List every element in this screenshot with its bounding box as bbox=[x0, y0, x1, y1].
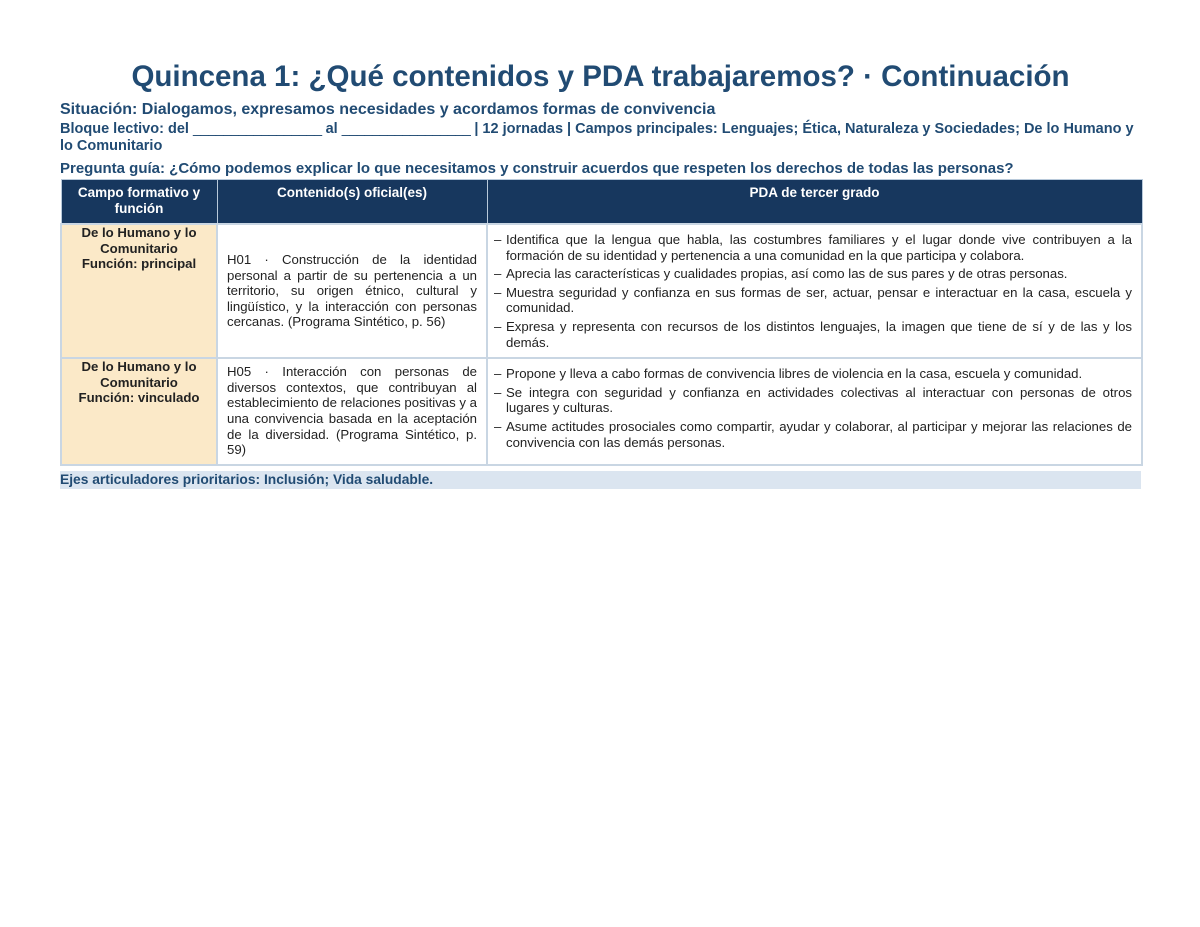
contenido-cell: H01 · Construcción de la identidad personal a partir de su pertenencia a un territorio, su origen étnico, cultural y lingüístico, y la interacción con personas cercanas. (Programa Sintético, p. 56) bbox=[217, 224, 487, 358]
pda-cell bbox=[487, 224, 1142, 358]
document-page bbox=[60, 0, 1141, 489]
pda-item: – Identifica que la lengua que habla, las costumbres familiares y el lugar donde vive contribuyen a la formación de su identidad y pertenencia a una comunidad en la que participa y colabora. bbox=[494, 232, 1132, 263]
bloque-al: al bbox=[325, 121, 338, 137]
bloque-rest: | 12 jornadas | Campos principales: Lenguajes; Ética, Naturaleza y Sociedades; De lo Humano y lo Comunitario bbox=[60, 121, 1134, 154]
pda-cell bbox=[487, 358, 1142, 465]
pda-item: – Propone y lleva a cabo formas de convivencia libres de violencia en la casa, escuela y comunidad. bbox=[494, 366, 1132, 382]
pda-item: – Expresa y representa con recursos de los distintos lenguajes, la imagen que tiene de sí y de las y los demás. bbox=[494, 319, 1132, 350]
pda-item: – Se integra con seguridad y confianza en actividades colectivas al interactuar con personas de otros lugares y culturas. bbox=[494, 385, 1132, 416]
situacion-line: Situación: Dialogamos, expresamos necesidades y acordamos formas de convivencia bbox=[60, 101, 716, 118]
table-row bbox=[61, 358, 1142, 465]
pda-list bbox=[494, 366, 1132, 450]
header-contenido: Contenido(s) oficial(es) bbox=[217, 180, 487, 225]
campo-funcion: Función: vinculado bbox=[78, 390, 200, 406]
pda-list bbox=[494, 232, 1132, 350]
campo-name: De lo Humano y lo Comunitario bbox=[81, 359, 197, 390]
bloque-start-blank: _________________ bbox=[192, 121, 322, 137]
pregunta-guia: Pregunta guía: ¿Cómo podemos explicar lo que necesitamos y construir acuerdos que respeten los derechos de todas las personas? bbox=[60, 160, 1014, 177]
campo-name: De lo Humano y lo Comunitario bbox=[81, 225, 197, 256]
contenido-cell: H05 · Interacción con personas de diversos contextos, que contribuyan al establecimiento de relaciones positivas y a una convivencia basada en la aceptación de la diversidad. (Programa Sintético, p. 59) bbox=[217, 358, 487, 465]
bloque-end-blank: _________________ bbox=[341, 121, 471, 137]
table-header-row bbox=[61, 180, 1142, 225]
pda-item: – Asume actitudes prosociales como compartir, ayudar y colaborar, al participar y mejorar las relaciones de convivencia con las demás personas. bbox=[494, 419, 1132, 450]
page-title: Quincena 1: ¿Qué contenidos y PDA trabajaremos? · Continuación bbox=[131, 60, 1070, 93]
pda-item: – Aprecia las características y cualidades propias, así como las de sus pares y de otras personas. bbox=[494, 266, 1132, 282]
bloque-line bbox=[60, 121, 1141, 155]
ejes-articuladores: Ejes articuladores prioritarios: Inclusión; Vida saludable. bbox=[60, 471, 1141, 489]
header-pda: PDA de tercer grado bbox=[487, 180, 1142, 225]
table-row bbox=[61, 224, 1142, 358]
campo-funcion: Función: principal bbox=[81, 256, 197, 272]
bloque-label: Bloque lectivo: del bbox=[60, 121, 189, 137]
campo-cell bbox=[61, 224, 217, 358]
campo-cell bbox=[61, 358, 217, 465]
contents-table bbox=[60, 179, 1143, 466]
header-campo: Campo formativo y función bbox=[61, 180, 217, 225]
pda-item: – Muestra seguridad y confianza en sus formas de ser, actuar, pensar e interactuar en la casa, escuela y comunidad. bbox=[494, 285, 1132, 316]
